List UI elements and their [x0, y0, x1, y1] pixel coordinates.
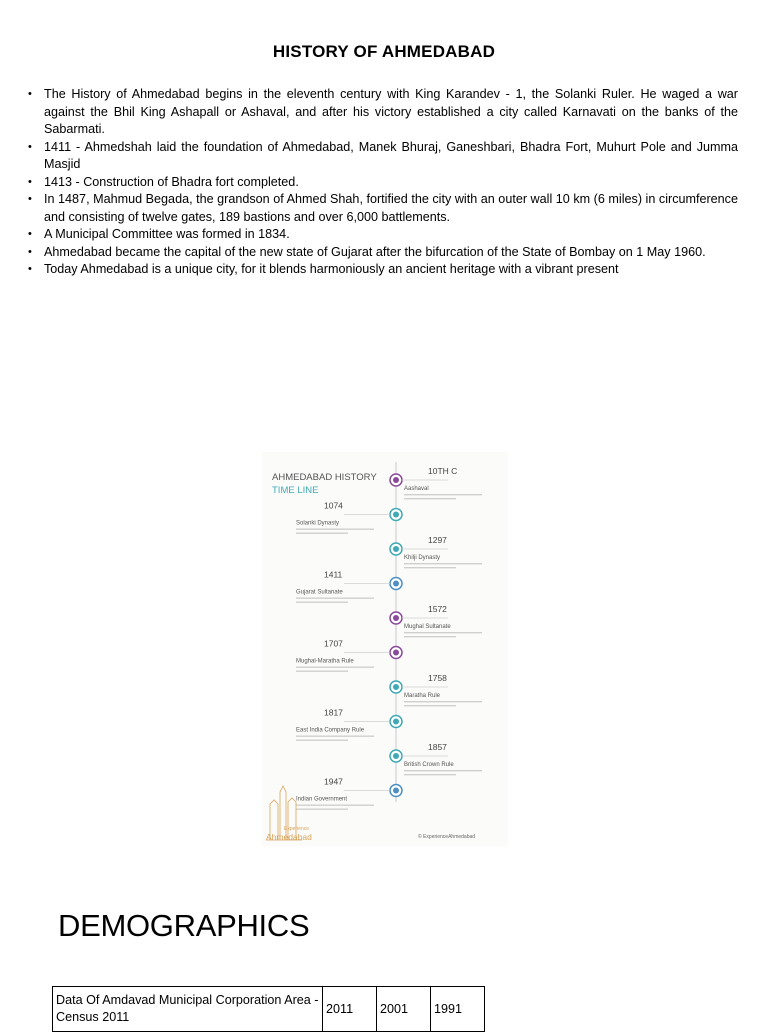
timeline-description-line	[404, 636, 456, 637]
timeline-description-line	[404, 770, 482, 771]
timeline-subtitle: TIME LINE	[272, 485, 319, 496]
history-bullet: • 1413 - Construction of Bhadra fort completed.	[28, 174, 738, 192]
census-table	[52, 986, 485, 1032]
year-cell: 1991	[431, 987, 485, 1032]
timeline-year: 1572	[428, 604, 447, 614]
timeline-description-line	[404, 563, 482, 564]
timeline-label: Mughal-Maratha Rule	[296, 658, 354, 665]
demographics-heading: DEMOGRAPHICS	[58, 908, 310, 943]
page-title: HISTORY OF AHMEDABAD	[272, 42, 496, 61]
credit-label: © ExperienceAhmedabad	[418, 834, 476, 840]
timeline-year: 1857	[428, 742, 447, 752]
timeline-description-line	[404, 632, 482, 633]
history-bullet: • In 1487, Mahmud Begada, the grandson of Ahmed Shah, fortified the city with an outer wall 10 km (6 miles) in circumference and consisting of twelve gates, 189 bastions and over 6,000 battlements.	[28, 191, 738, 226]
timeline-description-line	[296, 667, 374, 668]
timeline-node-dot	[393, 650, 399, 656]
timeline-label: British Crown Rule	[404, 762, 454, 768]
timeline-node-dot	[393, 512, 399, 518]
timeline-description-line	[296, 533, 348, 534]
timeline-description-line	[296, 740, 348, 741]
timeline-description-line	[296, 736, 374, 737]
timeline-label: Aashaval	[404, 486, 429, 492]
brand-small-label: Experience	[284, 826, 310, 832]
timeline-node-dot	[393, 753, 399, 759]
timeline-year: 1758	[428, 673, 447, 683]
timeline-label: Indian Government	[296, 796, 348, 803]
timeline-description-line	[296, 598, 374, 599]
timeline-description-line	[404, 774, 456, 775]
timeline-year: 10TH C	[428, 466, 458, 476]
timeline-description-line	[404, 494, 482, 495]
timeline-description-line	[296, 602, 348, 603]
timeline-node-dot	[393, 684, 399, 690]
timeline-description-line	[404, 567, 456, 568]
timeline-year: 1707	[324, 638, 343, 649]
table-header-cell: Data Of Amdavad Municipal Corporation Area - Census 2011	[53, 987, 323, 1032]
timeline-node-dot	[393, 615, 399, 621]
timeline-node-dot	[393, 546, 399, 552]
timeline-label: Gujarat Sultanate	[296, 589, 343, 596]
timeline-year: 1297	[428, 535, 447, 545]
history-bullet: • 1411 - Ahmedshah laid the foundation of Ahmedabad, Manek Bhuraj, Ganeshbari, Bhadra Fort, Muhurt Pole and Jumma Masjid	[28, 139, 738, 174]
timeline-infographic	[262, 452, 508, 846]
timeline-label: Mughal Sultanate	[404, 624, 451, 630]
timeline-year: 1411	[324, 569, 343, 580]
year-cell: 2011	[323, 987, 377, 1032]
timeline-description-line	[296, 671, 348, 672]
timeline-description-line	[404, 701, 482, 702]
timeline-node-dot	[393, 788, 399, 794]
year-cell: 2001	[377, 987, 431, 1032]
brand-label: Ahmedabad	[266, 832, 312, 842]
timeline-node-dot	[393, 581, 399, 587]
history-bullet: • Today Ahmedabad is a unique city, for it blends harmoniously an ancient heritage with a vibrant present	[28, 261, 738, 279]
timeline-events	[296, 466, 482, 810]
timeline-year: 1947	[324, 776, 343, 787]
timeline-description-line	[404, 498, 456, 499]
timeline-description-line	[296, 805, 374, 806]
history-bullet-list	[28, 86, 738, 279]
timeline-label: Solanki Dynasty	[296, 520, 340, 527]
timeline-year: 1817	[324, 707, 343, 718]
history-bullet: • Ahmedabad became the capital of the new state of Gujarat after the bifurcation of the State of Bombay on 1 May 1960.	[28, 244, 738, 262]
timeline-description-line	[404, 705, 456, 706]
timeline-description-line	[296, 809, 348, 810]
history-bullet: • The History of Ahmedabad begins in the eleventh century with King Karandev - 1, the Solanki Ruler. He waged a war against the Bhil King Ashapall or Ashaval, and after his victory established a city called Karnavati on the banks of the Sabarmati.	[28, 86, 738, 139]
timeline-node-dot	[393, 477, 399, 483]
timeline-label: East India Company Rule	[296, 727, 365, 734]
timeline-node-dot	[393, 719, 399, 725]
history-bullet: • A Municipal Committee was formed in 1834.	[28, 226, 738, 244]
timeline-description-line	[296, 529, 374, 530]
timeline-label: Khilji Dynasty	[404, 555, 441, 561]
table-row	[53, 987, 485, 1032]
timeline-year: 1074	[324, 500, 343, 511]
timeline-label: Maratha Rule	[404, 693, 441, 699]
timeline-title: AHMEDABAD HISTORY	[272, 472, 377, 483]
